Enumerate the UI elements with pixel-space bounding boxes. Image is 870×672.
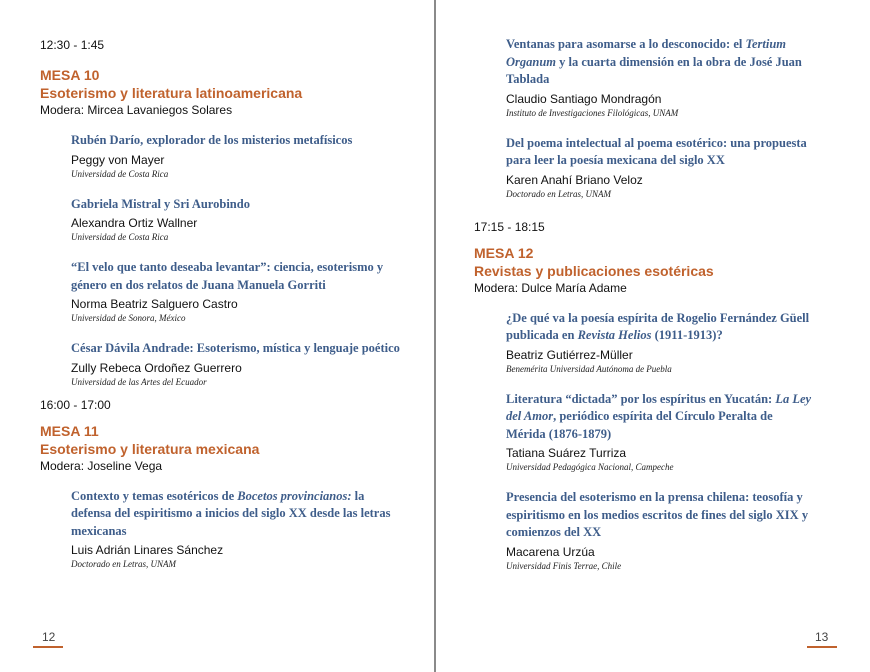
page-number-right: 13 [815,630,829,644]
left-page-content [40,38,400,586]
talk-title: Rubén Darío, explorador de los misterios metafísicos [71,133,353,147]
talk-item [506,310,814,375]
talk-title-italic: La Ley del Amor [506,391,812,423]
talk-title-part: Literatura “dictada” por los espíritus en Yucatán: [506,391,776,406]
talk-title [71,488,400,541]
talk-affiliation: Universidad de las Artes del Ecuador [71,376,207,387]
talk-item [506,135,814,200]
talk-item [71,259,400,324]
talk-author: Macarena Urzúa [506,544,595,559]
talk-author: Alexandra Ortiz Wallner [71,216,198,230]
talk-title [506,310,814,345]
mesa-10-number: MESA 10 [40,67,100,83]
talk-title: César Dávila Andrade: Esoterismo, mística y lenguaje poético [71,341,400,355]
mesa-10-moderator: Modera: Mircea Lavaniegos Solares [40,103,233,117]
talk-item [71,196,400,244]
talk-title-part: Contexto y temas esotéricos de [71,488,238,503]
talk-title-part: la defensa del espiritismo a inicios del siglo XX desde las letras mexicanas [71,488,391,538]
time-slot-2: 16:00 - 17:00 [40,397,111,412]
talk-affiliation: Universidad de Costa Rica [71,232,169,242]
talk-title: “El velo que tanto deseaba levantar”: ciencia, esoterismo y género en dos relatos de Juana Manuela Gorriti [71,260,384,292]
mesa-10-title: Esoterismo y literatura latinoamericana [40,85,303,101]
page-number-underline [33,646,63,648]
talk-affiliation: Universidad Finis Terrae, Chile [506,560,622,571]
talk-title: Del poema intelectual al poema esotérico: una propuesta para leer la poesía mexicana del siglo XX [506,135,807,167]
time-slot-3: 17:15 - 18:15 [474,219,545,234]
talk-title-italic: Revista Helios [577,328,652,342]
talk-affiliation: Instituto de Investigaciones Filológicas, UNAM [506,107,679,118]
talk-title-part: ¿De qué va la poesía espírita de Rogelio Fernández Güell publicada en [506,310,810,342]
talk-item [506,391,814,474]
right-page [437,0,870,672]
talk-title-part: y la cuarta dimensión en la obra de José Juan Tablada [506,54,802,86]
talk-item [71,488,400,571]
talk-title-italic: Tertium Organum [506,37,786,69]
page-number-underline [807,646,837,648]
mesa-11-moderator: Modera: Joseline Vega [40,458,163,473]
talk-title-part: , periódico espírita del Círculo Peralta de Mérida (1876-1879) [506,409,773,441]
talk-affiliation: Universidad Pedagógica Nacional, Campeche [506,462,674,472]
mesa-12-moderator: Modera: Dulce María Adame [474,280,627,295]
talk-title-part: (1911-1913)? [651,328,723,342]
mesa-12-title: Revistas y publicaciones esotéricas [474,262,714,279]
talk-title-part: Ventanas para asomarse a lo desconocido: el [506,37,746,51]
page-gutter-divider [434,0,436,672]
talk-author: Luis Adrián Linares Sánchez [71,543,224,557]
talk-author: Claudio Santiago Mondragón [506,91,662,106]
mesa-11-title: Esoterismo y literatura mexicana [40,440,260,457]
talk-author: Peggy von Mayer [71,152,165,167]
right-page-content [474,36,814,588]
talk-title: Presencia del esoterismo en la prensa chilena: teosofía y espiritismo en los medios escritos de fines del siglo XIX y comienzos del XX [506,490,809,539]
talk-affiliation: Doctorado en Letras, UNAM [71,559,176,569]
talk-title [506,36,814,89]
time-slot-1: 12:30 - 1:45 [40,38,105,52]
talk-author: Tatiana Suárez Turriza [506,446,627,460]
talk-affiliation: Doctorado en Letras, UNAM [506,188,611,199]
talk-item [506,489,814,572]
mesa-11-number: MESA 11 [40,422,99,439]
talk-author: Zully Rebeca Ordoñez Guerrero [71,360,242,375]
talk-title-italic: Bocetos provincianos: [237,488,352,503]
talk-affiliation: Benemérita Universidad Autónoma de Puebla [506,363,672,374]
talk-author: Beatriz Gutiérrez-Müller [506,347,633,362]
talk-author: Norma Beatriz Salguero Castro [71,297,238,311]
talk-title [506,391,814,444]
talk-affiliation: Universidad de Sonora, México [71,313,186,323]
talk-item [71,132,400,180]
talk-item [71,340,400,388]
talk-author: Karen Anahí Briano Veloz [506,172,643,187]
talk-affiliation: Universidad de Costa Rica [71,168,169,179]
mesa-12-number: MESA 12 [474,244,534,261]
talk-item [506,36,814,119]
page-number-left: 12 [42,630,56,644]
talk-title: Gabriela Mistral y Sri Aurobindo [71,196,250,211]
